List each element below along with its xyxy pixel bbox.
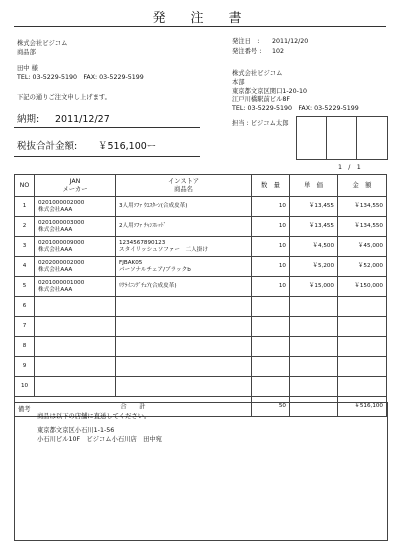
total-label: 合 計 (15, 397, 252, 417)
row-store-code: FJBAK05 (119, 259, 143, 266)
total-qty: 50 (252, 397, 290, 417)
row-no: 8 (15, 337, 35, 357)
row-qty (252, 297, 290, 317)
row-jan-maker (35, 217, 116, 237)
row-amount (338, 337, 387, 357)
order-items-table (14, 174, 387, 417)
row-product (116, 297, 252, 317)
row-qty: 10 (252, 217, 290, 237)
row-no: 9 (15, 357, 35, 377)
row-product-name: スタイリッシュソファー 二人掛け (119, 246, 208, 253)
row-no: 3 (15, 237, 35, 257)
recipient-dept: 商品部 (17, 49, 36, 56)
table-row (15, 237, 387, 257)
issuer-tel-fax: TEL: 03-5229-5190 FAX: 03-5229-5199 (232, 105, 359, 112)
row-product-name: 3人用ｿﾌｧ ｳｴｽﾀｰﾝ(合成皮革) (119, 203, 188, 209)
notes-line-1: 商品は以下の店舗に直送してください。 (37, 413, 151, 420)
row-qty: 10 (252, 257, 290, 277)
delivery-label: 納期: (17, 114, 40, 125)
row-product-name: パーソナルチェア/ブラックb (119, 266, 191, 273)
row-maker: 株式会社AAA (38, 226, 73, 233)
row-jan: 0201000009000 (38, 239, 85, 246)
row-product-name: 2人用ｿﾌｧ ﾁｬﾝｽﾚｯﾄﾞ (119, 223, 167, 229)
table-row (15, 217, 387, 237)
row-product (116, 337, 252, 357)
total-underline (14, 156, 200, 157)
row-no: 7 (15, 317, 35, 337)
row-unit-price (290, 357, 338, 377)
issuer-staff: 担当 : ビジコム太郎 (232, 120, 289, 127)
order-number: 102 (272, 48, 285, 55)
total-amount-label: 税抜合計金額: (17, 141, 78, 152)
delivery-date: 2011/12/27 (55, 114, 110, 125)
order-message: 下記の通りご注文申し上げます。 (17, 94, 111, 101)
header-qty: 数 量 (252, 175, 290, 197)
row-maker: 株式会社AAA (38, 266, 73, 273)
row-unit-price (290, 377, 338, 397)
row-store-code: 12345678901​23 (119, 239, 166, 246)
row-amount (338, 377, 387, 397)
row-product (116, 257, 252, 277)
header-product-name: 商品名 (174, 185, 193, 193)
notes-box (14, 402, 388, 541)
row-product (116, 237, 252, 257)
row-unit-price (290, 297, 338, 317)
row-no: 10 (15, 377, 35, 397)
row-product (116, 317, 252, 337)
recipient-person: 田中 様 (17, 65, 38, 72)
row-jan-maker (35, 257, 116, 277)
row-jan-maker (35, 337, 116, 357)
notes-line-3: 小石川ビル10F ビジコム小石川店 田中宛 (37, 436, 162, 443)
row-jan-maker (35, 197, 116, 217)
delivery-underline (14, 127, 200, 128)
header-product (116, 175, 252, 197)
table-row (15, 277, 387, 297)
header-jan-maker (35, 175, 116, 197)
table-row (15, 197, 387, 217)
table-row (15, 257, 387, 277)
row-amount: ￥134,550 (338, 197, 387, 217)
issuer-address-1: 東京都文京区関口1-20-10 (232, 88, 307, 95)
order-date: 2011/12/20 (272, 38, 309, 45)
row-jan: 0201000002000 (38, 199, 85, 206)
row-product (116, 217, 252, 237)
row-no: 4 (15, 257, 35, 277)
stamp-divider (326, 117, 327, 159)
header-no: NO (15, 175, 35, 197)
row-jan-maker (35, 277, 116, 297)
row-qty (252, 337, 290, 357)
notes-line-2: 東京都文京区小石川1-1-56 (37, 427, 115, 434)
row-unit-price (290, 337, 338, 357)
row-qty (252, 357, 290, 377)
row-jan: 0201000001000 (38, 279, 85, 286)
stamp-divider (356, 117, 357, 159)
row-maker: 株式会社AAA (38, 286, 73, 293)
row-unit-price: ￥15,000 (290, 277, 338, 297)
row-jan-maker (35, 377, 116, 397)
row-unit-price: ￥4,500 (290, 237, 338, 257)
row-amount: ￥150,000 (338, 277, 387, 297)
row-no: 1 (15, 197, 35, 217)
table-row (15, 317, 387, 337)
issuer-company: 株式会社ビジコム (232, 70, 283, 77)
page-number: 1 / 1 (338, 164, 361, 171)
row-jan: 0201000003000 (38, 219, 85, 226)
row-no: 5 (15, 277, 35, 297)
row-jan: 0202000002000 (38, 259, 85, 266)
header-maker: メーカー (62, 185, 88, 193)
row-qty: 10 (252, 277, 290, 297)
row-unit-price: ￥13,455 (290, 217, 338, 237)
row-amount (338, 297, 387, 317)
issuer-branch: 本部 (232, 79, 245, 86)
total-amount-value: ￥516,100ー (98, 141, 157, 152)
row-product (116, 377, 252, 397)
row-product (116, 357, 252, 377)
row-qty (252, 377, 290, 397)
row-amount: ￥134,550 (338, 217, 387, 237)
recipient-company: 株式会社ビジコム (17, 40, 68, 47)
recipient-tel-fax: TEL: 03-5229-5190 FAX: 03-5229-5199 (17, 74, 144, 81)
row-qty: 10 (252, 197, 290, 217)
row-qty: 10 (252, 237, 290, 257)
approval-stamp-boxes (296, 116, 388, 160)
row-product (116, 197, 252, 217)
row-amount (338, 317, 387, 337)
header-jan: JAN (69, 177, 81, 185)
row-jan-maker (35, 357, 116, 377)
table-row (15, 377, 387, 397)
table-body (15, 197, 387, 397)
row-product (116, 277, 252, 297)
document-title: 発 注 書 (152, 11, 248, 26)
table-row (15, 357, 387, 377)
row-amount: ￥52,000 (338, 257, 387, 277)
row-maker: 株式会社AAA (38, 246, 73, 253)
row-jan-maker (35, 237, 116, 257)
header-amount: 金 額 (338, 175, 387, 197)
table-row (15, 337, 387, 357)
issuer-address-2: 江戸川橋駅前ビル8F (232, 96, 291, 103)
title-underline (14, 26, 386, 27)
row-amount (338, 357, 387, 377)
row-jan-maker (35, 297, 116, 317)
order-date-label: 発注日 : (232, 38, 260, 45)
row-unit-price: ￥5,200 (290, 257, 338, 277)
row-unit-price (290, 317, 338, 337)
row-jan-maker (35, 317, 116, 337)
row-amount: ￥45,000 (338, 237, 387, 257)
row-no: 2 (15, 217, 35, 237)
row-no: 6 (15, 297, 35, 317)
total-amount: ￥516,100 (338, 397, 387, 417)
table-row (15, 297, 387, 317)
notes-label: 備考 (18, 406, 31, 413)
header-store-code: インストア (167, 177, 200, 185)
row-maker: 株式会社AAA (38, 206, 73, 213)
row-product-name: ﾘｸﾗｲﾆﾝｸﾞﾁｪｱ(合成皮革) (119, 283, 177, 289)
row-qty (252, 317, 290, 337)
header-unit-price: 単 価 (290, 175, 338, 197)
row-unit-price: ￥13,455 (290, 197, 338, 217)
order-number-label: 発注番号 : (232, 48, 262, 55)
table-header-row (15, 175, 387, 197)
